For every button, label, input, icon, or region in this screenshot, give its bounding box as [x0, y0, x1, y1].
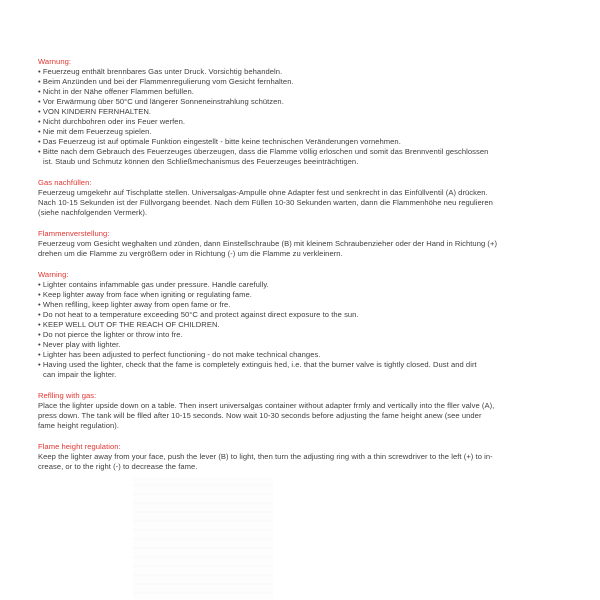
text-line: • Vor Erwärmung über 50°C und längerer Sonneneinstrahlung schützen.	[38, 97, 284, 106]
section-heading-gas-nachfuellen: Gas nachfüllen:	[38, 178, 92, 187]
section-warnung-de	[38, 57, 497, 167]
text-line: • VON KINDERN FERNHALTEN.	[38, 107, 152, 116]
text-line: • Keep lighter away from face when igniting or regulating fame.	[38, 290, 252, 299]
text-line: • Lighter contains infammable gas under pressure. Handle carefully.	[38, 280, 269, 289]
text-line: can impair the lighter.	[43, 370, 117, 379]
text-line: • Never play with lighter.	[38, 340, 121, 349]
text-line: crease, or to the right (-) to decrease the fame.	[38, 462, 198, 471]
text-line: ist. Staub und Schmutz können den Schließmechanismus des Feuerzeuges beeinträchtigen.	[43, 157, 359, 166]
section-heading-refilling-with-gas: Reflling with gas:	[38, 391, 97, 400]
text-line: • Beim Anzünden und bei der Flammenregulierung vom Gesicht fernhalten.	[38, 77, 294, 86]
section-heading-flammenverstellung: Flammenverstellung:	[38, 229, 110, 238]
sections-container	[38, 57, 497, 472]
text-line: • Feuerzeug enthält brennbares Gas unter Druck. Vorsichtig behandeln.	[38, 67, 283, 76]
text-line: press down. The tank will be flled after 10-15 seconds. Now wait 10-30 seconds before adjusting the fame height anew (see under	[38, 411, 482, 420]
section-refilling-with-gas	[38, 391, 497, 431]
text-line: • Do not heat to a temperature exceeding 50°C and protect against direct exposure to the sun.	[38, 310, 359, 319]
section-heading-warnung-de: Warnung:	[38, 57, 72, 66]
text-line: drehen um die Flamme zu vergrößern oder in Richtung (-) um die Flamme zu verkleinern.	[38, 249, 343, 258]
text-line: fame height regulation).	[38, 421, 119, 430]
text-line: (siehe nachfolgenden Vermerk).	[38, 208, 148, 217]
text-line: Feuerzeug vom Gesicht weghalten und zünden, dann Einstellschraube (B) mit kleinem Schraubenzieher oder der Hand in Richtung (+)	[38, 239, 498, 248]
section-flame-height-regulation	[38, 442, 497, 472]
text-line: • Bitte nach dem Gebrauch des Feuerzeuges überzeugen, dass die Flamme völlig erloschen und somit das Brennventil geschlossen	[38, 147, 489, 156]
section-heading-flame-height-regulation: Flame height regulation:	[38, 442, 121, 451]
text-line: • When reflling, keep lighter away from open fame or fre.	[38, 300, 231, 309]
instruction-document	[38, 57, 497, 472]
text-line: • Lighter has been adjusted to perfect functioning - do not make technical changes.	[38, 350, 321, 359]
section-flammenverstellung	[38, 229, 497, 259]
text-line: Place the lighter upside down on a table. Then insert universalgas container without adapter frmly and vertically into the fller valve (A),	[38, 401, 495, 410]
text-line: Keep the lighter away from your face, push the lever (B) to light, then turn the adjusting ring with a thin screwdriver to the left (+) to in-	[38, 452, 493, 461]
text-line: • Das Feuerzeug ist auf optimale Funktion eingestellt - bitte keine technischen Veränderungen vornehmen.	[38, 137, 401, 146]
text-line: • KEEP WELL OUT OF THE REACH OF CHILDREN.	[38, 320, 220, 329]
text-line: Feuerzeug umgekehr auf Tischplatte stellen. Universalgas-Ampulle ohne Adapter fest und senkrecht in das Einfüllventil (A) drücken.	[38, 188, 488, 197]
section-heading-warning-en: Warning:	[38, 270, 69, 279]
text-line: • Nie mit dem Feuerzeug spielen.	[38, 127, 152, 136]
text-line: • Do not pierce the lighter or throw into fre.	[38, 330, 183, 339]
text-line: • Nicht durchbohren oder ins Feuer werfen.	[38, 117, 186, 126]
scan-artifact	[133, 477, 273, 600]
text-line: • Having used the lighter, check that the fame is completely extinguis hed, i.e. that the burner valve is tightly closed. Dust and dirt	[38, 360, 477, 369]
text-line: Nach 10-15 Sekunden ist der Füllvorgang beendet. Nach dem Füllen 10-30 Sekunden warten, dann die Flammenhöhe neu regulieren	[38, 198, 493, 207]
section-gas-nachfuellen	[38, 178, 497, 218]
section-warning-en	[38, 270, 497, 380]
text-line: • Nicht in der Nähe offener Flammen befüllen.	[38, 87, 194, 96]
